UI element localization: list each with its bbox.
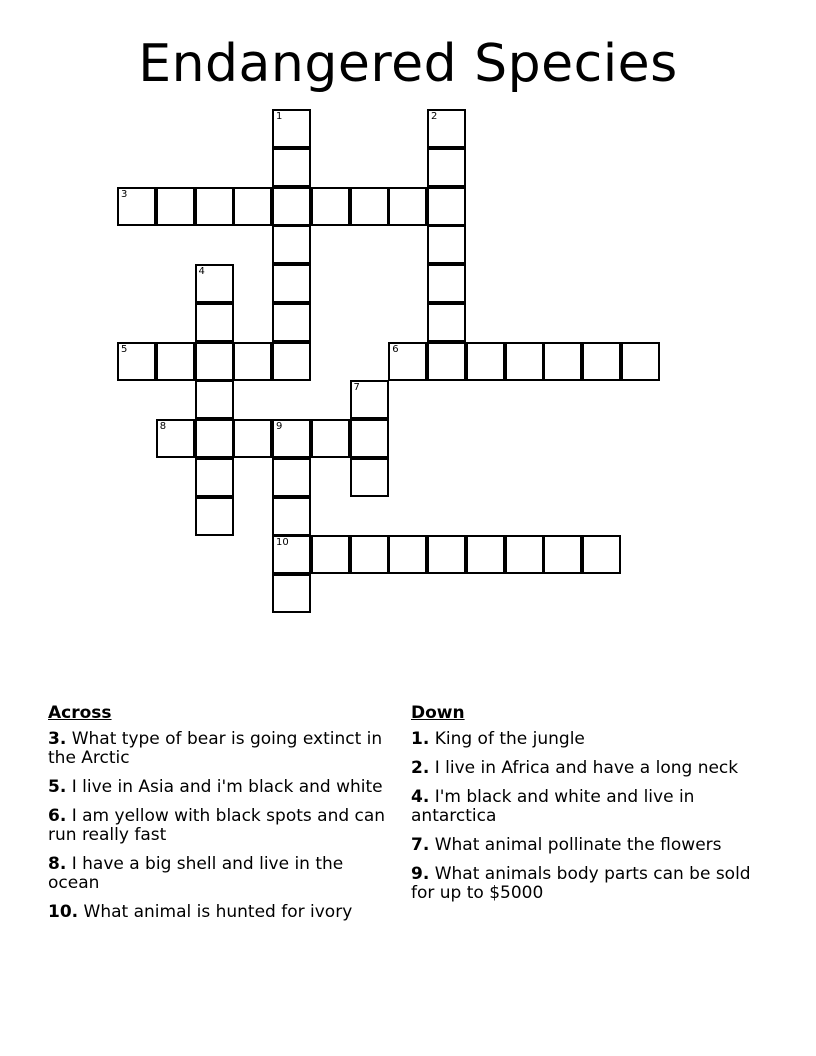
down-clues <box>411 702 756 913</box>
grid-cell[interactable] <box>505 535 544 574</box>
clue-text: I live in Asia and i'm black and white <box>71 777 383 797</box>
clue-down-4 <box>411 788 756 826</box>
grid-cell[interactable] <box>272 419 311 458</box>
grid-cell[interactable] <box>621 342 660 381</box>
cell-number: 3 <box>121 188 128 200</box>
clue-down-9 <box>411 865 756 903</box>
grid-cell[interactable] <box>311 419 350 458</box>
grid-cell[interactable] <box>311 535 350 574</box>
grid-cell[interactable] <box>233 187 272 226</box>
cell-number: 8 <box>159 421 167 432</box>
grid-cell[interactable] <box>195 497 234 536</box>
clue-number: 6. <box>48 806 67 826</box>
across-heading: Across <box>48 703 112 723</box>
grid-cell[interactable] <box>156 342 195 381</box>
cell-number: 2 <box>431 111 438 122</box>
clue-number: 3. <box>48 729 67 749</box>
grid-cell[interactable] <box>388 535 427 574</box>
clue-number: 1. <box>411 729 430 749</box>
clue-text: What animal is hunted for ivory <box>83 902 353 922</box>
cell-number: 1 <box>276 111 283 122</box>
grid-cell[interactable] <box>427 264 466 303</box>
grid-cell[interactable] <box>582 342 621 381</box>
grid-cell[interactable] <box>350 419 389 458</box>
clue-number: 8. <box>48 854 67 874</box>
grid-cell[interactable] <box>195 380 234 419</box>
clue-number: 7. <box>411 835 430 855</box>
grid-cell[interactable] <box>272 497 311 536</box>
cell-number: 9 <box>276 421 283 432</box>
clue-down-2 <box>411 759 756 778</box>
grid-cell[interactable] <box>350 380 389 419</box>
cell-number: 6 <box>392 343 399 355</box>
grid-cell[interactable] <box>195 264 234 303</box>
grid-cell[interactable] <box>195 458 234 497</box>
grid-cell[interactable] <box>272 109 311 148</box>
cell-number: 5 <box>121 343 128 355</box>
grid-cell[interactable] <box>272 264 311 303</box>
grid-cell[interactable] <box>582 535 621 574</box>
grid-cell[interactable] <box>233 419 272 458</box>
clue-number: 10. <box>48 902 79 922</box>
grid-cell[interactable] <box>388 342 427 381</box>
grid-cell[interactable] <box>388 187 427 226</box>
grid-cell[interactable] <box>311 187 350 226</box>
grid-cell[interactable] <box>117 187 156 226</box>
grid-cell[interactable] <box>272 303 311 342</box>
grid-cell[interactable] <box>427 187 466 226</box>
across-clues <box>48 702 393 932</box>
clue-text: I live in Africa and have a long neck <box>434 758 739 778</box>
grid-cell[interactable] <box>466 342 505 381</box>
clue-text: I have a big shell and live in the ocean <box>48 854 344 893</box>
grid-cell[interactable] <box>350 535 389 574</box>
grid-cell[interactable] <box>156 187 195 226</box>
clue-across-5 <box>48 778 393 797</box>
clue-number: 2. <box>411 758 430 778</box>
grid-cell[interactable] <box>195 419 234 458</box>
clue-across-10 <box>48 903 393 922</box>
grid-cell[interactable] <box>543 535 582 574</box>
grid-cell[interactable] <box>156 419 195 458</box>
cell-number: 4 <box>198 266 205 277</box>
grid-cell[interactable] <box>272 574 311 613</box>
clue-across-8 <box>48 855 393 893</box>
grid-cell[interactable] <box>505 342 544 381</box>
grid-cell[interactable] <box>117 342 156 381</box>
grid-cell[interactable] <box>195 187 234 226</box>
clue-text: I'm black and white and live in antarctica <box>411 787 695 826</box>
grid-cell[interactable] <box>233 342 272 381</box>
grid-cell[interactable] <box>350 458 389 497</box>
grid-cell[interactable] <box>427 342 466 381</box>
grid-cell[interactable] <box>272 148 311 187</box>
grid-cell[interactable] <box>427 303 466 342</box>
grid-cell[interactable] <box>350 187 389 226</box>
grid-cell[interactable] <box>427 225 466 264</box>
grid-cell[interactable] <box>195 342 234 381</box>
grid-cell[interactable] <box>272 342 311 381</box>
grid-cell[interactable] <box>272 225 311 264</box>
grid-cell[interactable] <box>427 535 466 574</box>
clue-down-7 <box>411 836 756 855</box>
down-heading: Down <box>411 703 465 723</box>
cell-number: 7 <box>353 382 360 394</box>
puzzle-title: Endangered Species <box>138 34 678 94</box>
grid-cell[interactable] <box>272 458 311 497</box>
grid-cell[interactable] <box>466 535 505 574</box>
grid-cell[interactable] <box>272 535 311 574</box>
grid-cell[interactable] <box>427 109 466 148</box>
cell-number: 10 <box>276 537 289 549</box>
clue-number: 5. <box>48 777 67 797</box>
grid-cell[interactable] <box>272 187 311 226</box>
clue-number: 9. <box>411 864 430 884</box>
clue-text: I am yellow with black spots and can run really fast <box>48 806 386 845</box>
grid-cell[interactable] <box>543 342 582 381</box>
clue-text: What animals body parts can be sold for up to $5000 <box>411 864 751 903</box>
grid-cell[interactable] <box>195 303 234 342</box>
grid-cell[interactable] <box>427 148 466 187</box>
clue-text: King of the jungle <box>434 729 585 749</box>
clue-text: What animal pollinate the flowers <box>434 835 722 855</box>
clue-number: 4. <box>411 787 430 807</box>
clue-text: What type of bear is going extinct in the Arctic <box>48 729 383 768</box>
clue-down-1 <box>411 730 756 749</box>
clue-across-3 <box>48 730 393 768</box>
clue-across-6 <box>48 807 393 845</box>
